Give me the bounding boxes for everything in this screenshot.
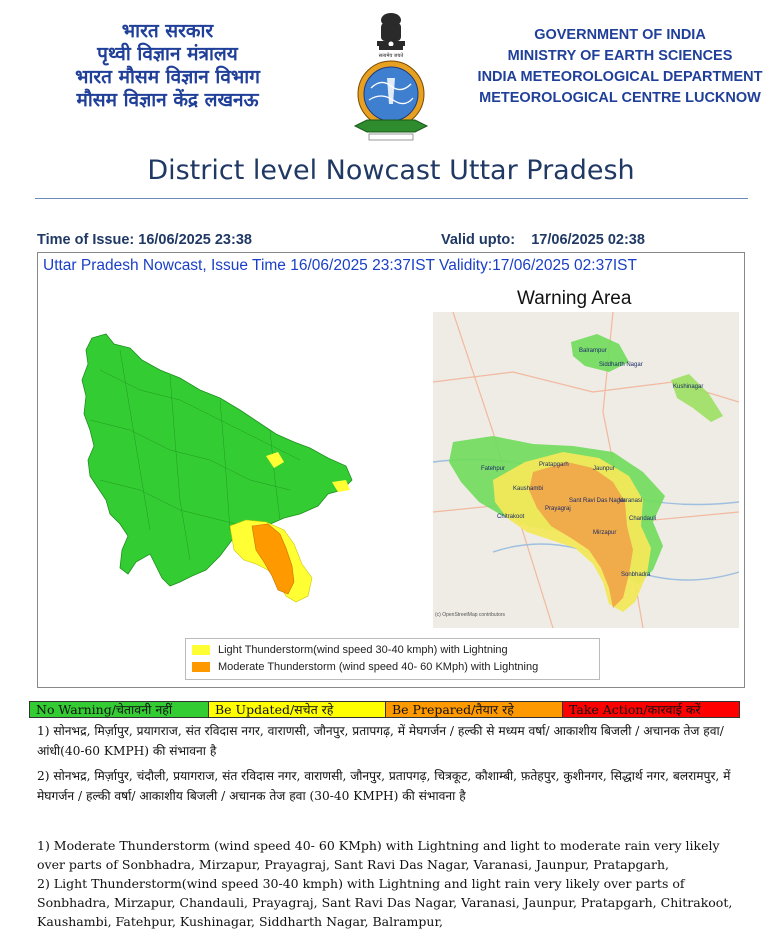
english-warning-2: 2) Light Thunderstorm(wind speed 30-40 kmph) with Lightning and light rain very likely over parts of Sonbhadra, Mirzapur, Chandauli, Prayagraj, Sant Ravi Das Nagar, Varanasi, Jaunpur, Pratapgarh, Chitrakoot, Kaushambi, Fatehpur, Kushinagar, Siddharth Nagar, Balrampur, [37, 876, 733, 929]
hindi-header [55, 20, 280, 112]
title-divider [35, 198, 748, 199]
inset-label-chitrakoot: Chitrakoot [497, 514, 525, 520]
english-warning-1: 1) Moderate Thunderstorm (wind speed 40- 60 KMph) with Lightning and light to moderate rain very likely over parts of Sonbhadra, Mirzapur, Prayagraj, Sant Ravi Das Nagar, Varanasi, Jaunpur, Pratapgarh, [37, 838, 720, 872]
warning-level-be-prepared: Be Prepared/तैयार रहे [386, 702, 563, 717]
hindi-header-line-3: भारत मौसम विज्ञान विभाग [75, 66, 260, 88]
page-title: District level Nowcast Uttar Pradesh [147, 155, 635, 186]
legend-swatch-moderate [192, 662, 210, 672]
legend-swatch-light [192, 645, 210, 655]
inset-label-pratapgarh: Pratapgarh [539, 462, 569, 468]
inset-label-fatehpur: Fatehpur [481, 466, 506, 472]
emblem-motto: सत्यमेव जयते [378, 53, 404, 59]
inset-label-kushinagar: Kushinagar [673, 384, 704, 390]
english-header-line-4: METEOROLOGICAL CENTRE LUCKNOW [479, 90, 761, 106]
inset-label-chandauli: Chandauli [629, 516, 657, 522]
valid-upto-value: 17/06/2025 02:38 [531, 232, 645, 248]
english-header-line-2: MINISTRY OF EARTH SCIENCES [507, 48, 733, 64]
inset-label-mirzapur: Mirzapur [593, 530, 617, 536]
valid-upto-label: Valid upto: [441, 232, 516, 248]
issue-time-value: 16/06/2025 23:38 [138, 232, 252, 248]
issue-time [37, 232, 252, 248]
warning-area-inset-map [433, 312, 739, 628]
uttar-pradesh-map [80, 330, 360, 610]
english-header-line-1: GOVERNMENT OF INDIA [534, 27, 706, 43]
inset-label-siddharth-nagar: Siddharth Nagar [599, 362, 643, 368]
map-panel-title: Uttar Pradesh Nowcast, Issue Time 16/06/2025 23:37IST Validity:17/06/2025 02:37IST [43, 257, 637, 274]
english-warnings [37, 836, 749, 931]
map-legend [185, 638, 600, 680]
map-attribution: (c) OpenStreetMap contributors [435, 612, 506, 618]
warning-level-no-warning: No Warning/चेतावनी नहीं [30, 702, 209, 717]
up-no-warning-area [82, 334, 352, 586]
issue-time-label: Time of Issue: [37, 232, 135, 248]
hindi-warnings [37, 721, 749, 811]
inset-label-sant-ravi-das-nagar: Sant Ravi Das Nagar [569, 498, 626, 504]
inset-label-sonbhadra: Sonbhadra [621, 572, 651, 578]
inset-label-jaunpur: Jaunpur [593, 466, 615, 472]
imd-emblem-logo [347, 8, 435, 143]
warning-level-bar [29, 701, 740, 718]
hindi-warning-2: 2) सोनभद्र, मिर्ज़ापुर, चंदौली, प्रयागराज, संत रविदास नगर, वाराणसी, जौनपुर, प्रतापगढ़, चित्रकूट, कौशाम्बी, फ़तेहपुर, कुशीनगर, सिद्धार्थ नगर, बलरामपुर, में मेघगर्जन / हल्की वर्षा/ आकाशीय बिजली / अचानक तेज हवा (30-40 KMPH) की संभावना है [37, 769, 731, 803]
inset-label-balrampur: Balrampur [579, 348, 607, 354]
legend-label-light: Light Thunderstorm(wind speed 30-40 kmph) with Lightning [218, 644, 508, 656]
hindi-warning-1: 1) सोनभद्र, मिर्ज़ापुर, प्रयागराज, संत रविदास नगर, वाराणसी, जौनपुर, प्रतापगढ़, में मेघगर्जन / हल्की से मध्यम वर्षा/ आकाशीय बिजली / अचानक तेज हवा/ आंधी(40-60 KMPH) की संभावना है [37, 724, 724, 758]
warning-level-take-action: Take Action/कारवाई करें [563, 702, 739, 717]
inset-label-kaushambi: Kaushambi [513, 486, 544, 492]
legend-item-light [192, 644, 508, 656]
hindi-header-line-4: मौसम विज्ञान केंद्र लखनऊ [76, 89, 259, 111]
valid-upto [441, 232, 645, 248]
inset-label-varanasi: Varanasi [619, 498, 643, 504]
english-header-line-3: INDIA METEOROLOGICAL DEPARTMENT [477, 69, 763, 85]
legend-item-moderate [192, 661, 538, 673]
inset-label-prayagraj: Prayagraj [545, 506, 571, 512]
hindi-header-line-1: भारत सरकार [121, 20, 214, 42]
warning-area-title: Warning Area [517, 288, 632, 309]
ashoka-lion-icon [377, 13, 405, 50]
english-header [470, 25, 770, 109]
legend-label-moderate: Moderate Thunderstorm (wind speed 40- 60 KMph) with Lightning [218, 661, 539, 673]
hindi-header-line-2: पृथ्वी विज्ञान मंत्रालय [97, 43, 238, 65]
warning-level-be-updated: Be Updated/सचेत रहे [209, 702, 386, 717]
